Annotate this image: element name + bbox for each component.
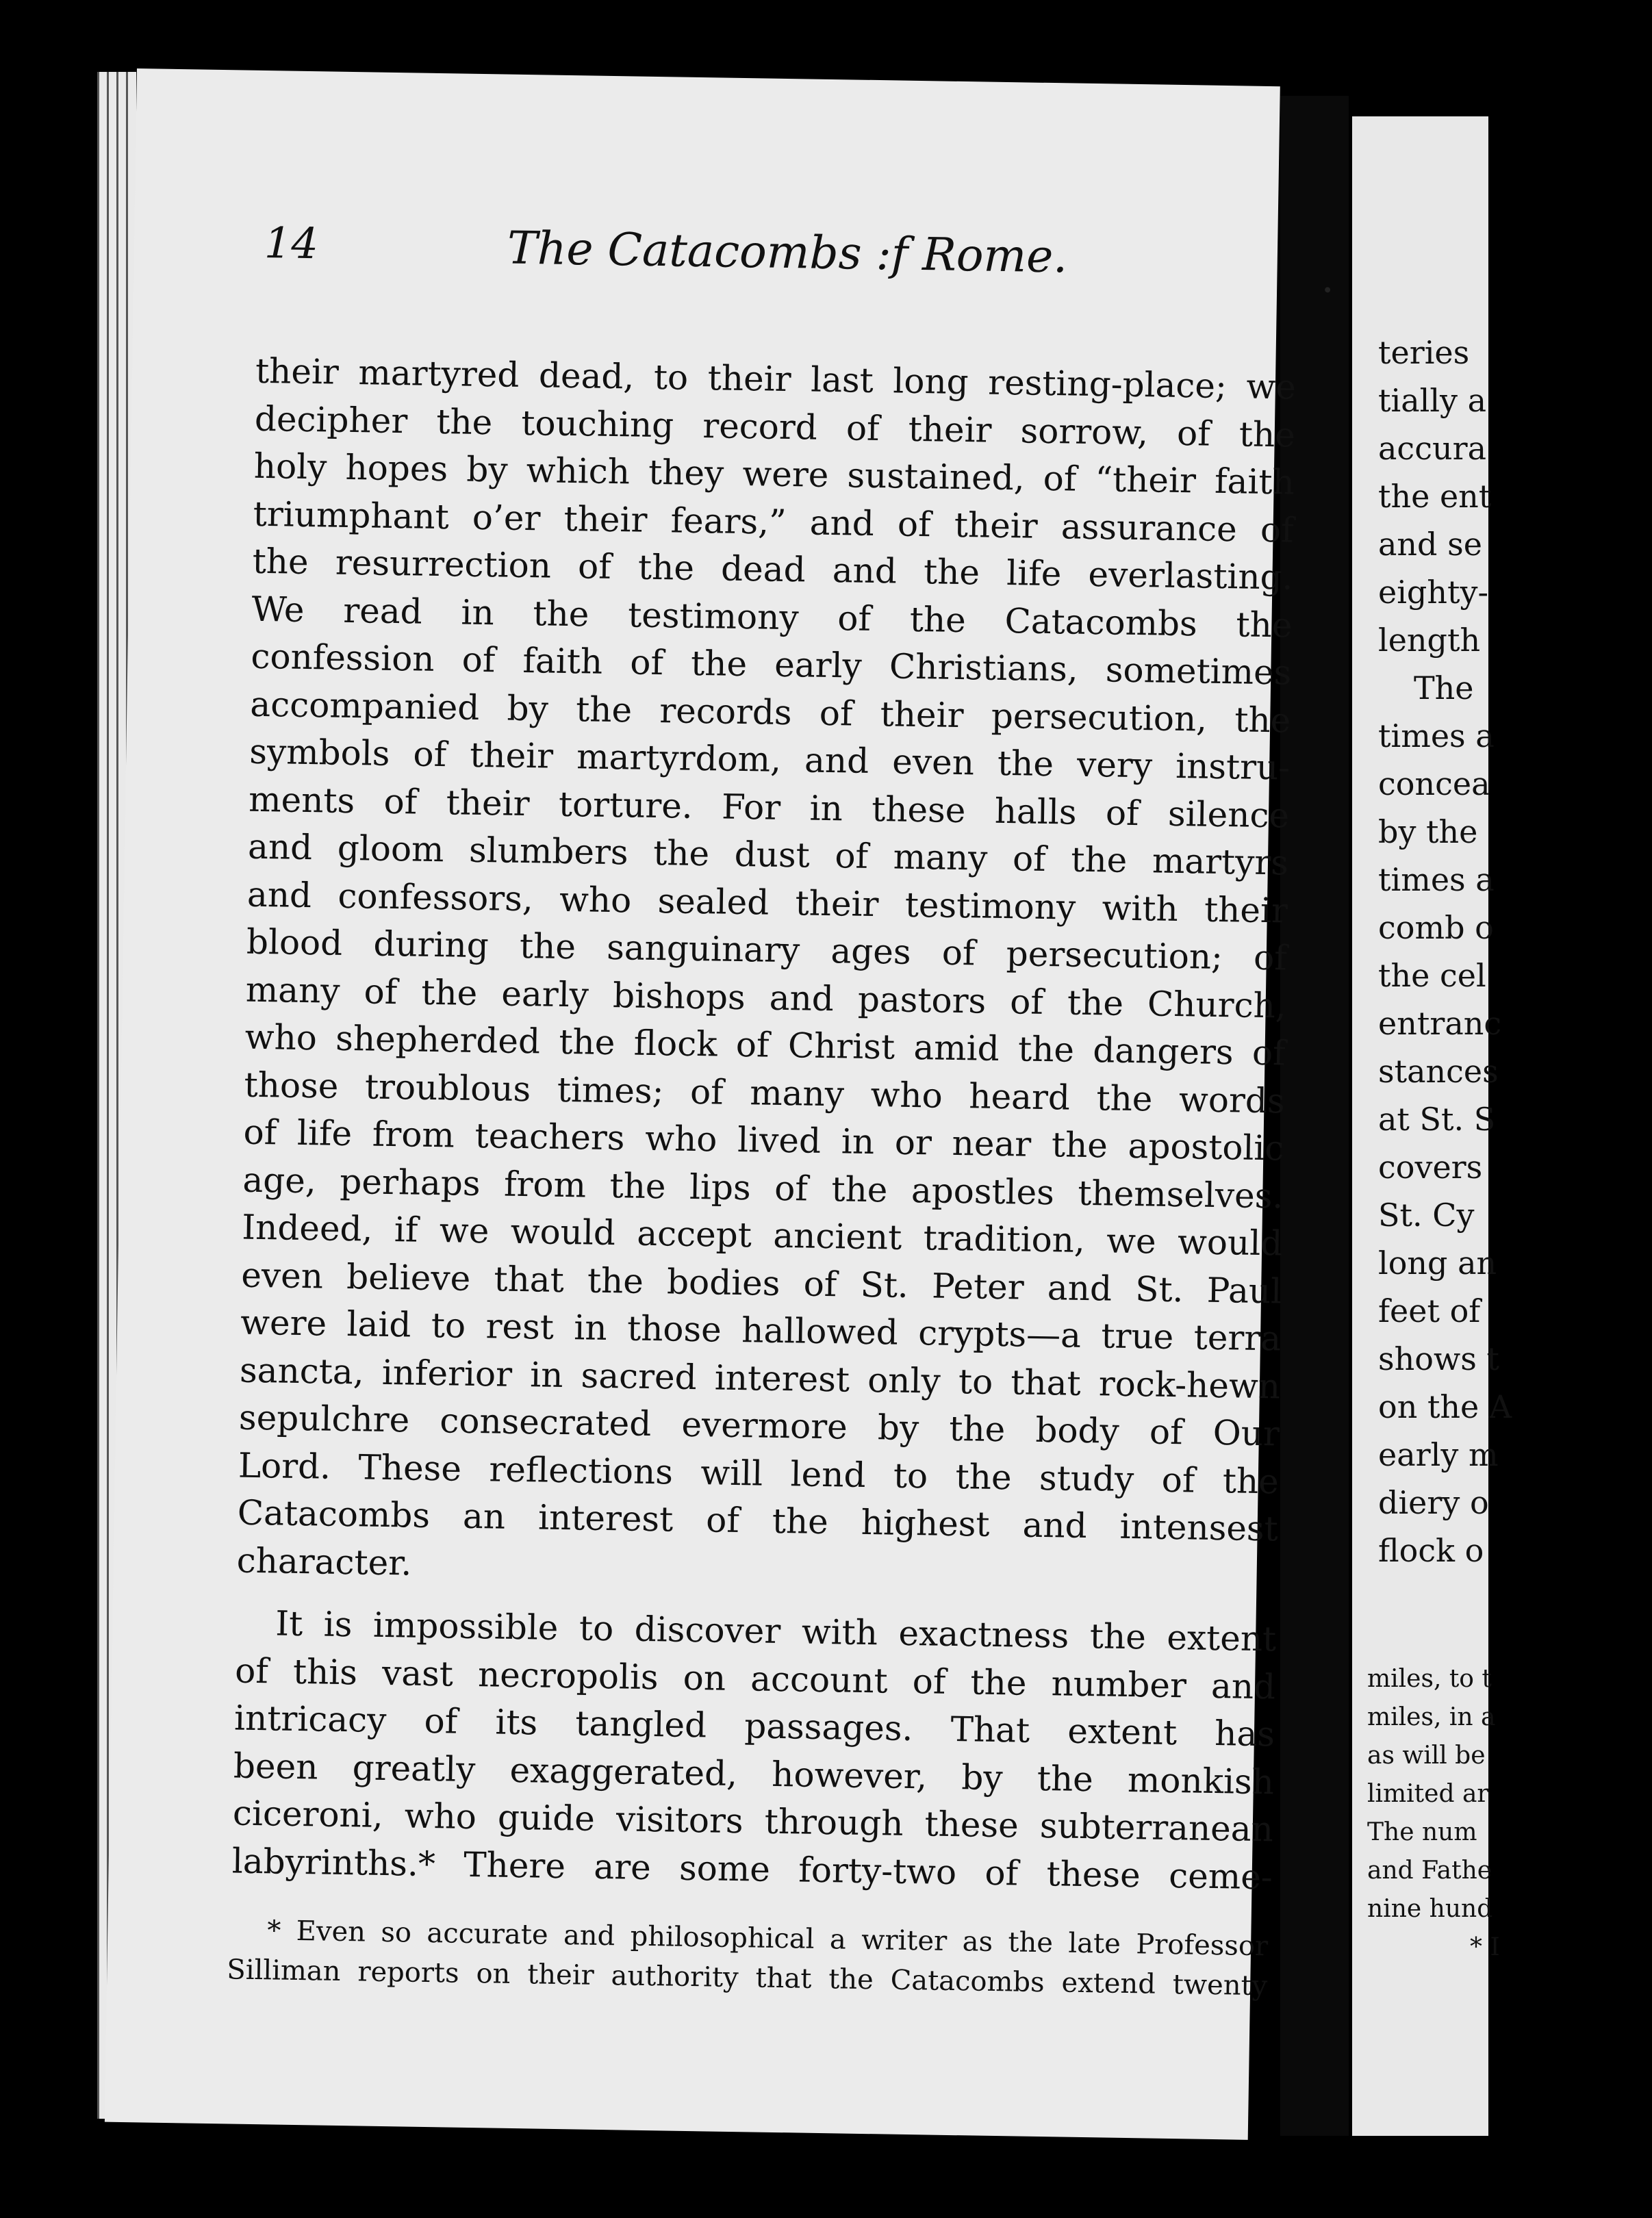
text-line: sepulchre consecrated evermore by the body of Our [238, 1397, 1280, 1454]
text-line: length [1378, 622, 1481, 659]
text-line: early m [1378, 1436, 1499, 1473]
text-line: and se [1378, 526, 1482, 563]
text-line: flock o [1378, 1532, 1484, 1569]
right-page-text [1378, 329, 1652, 1575]
footnote-line: and Fathe [1367, 1857, 1492, 1885]
text-line: Indeed, if we would accept ancient tradition, we would [241, 1207, 1283, 1264]
page-number: 14 [264, 217, 319, 269]
body-text [231, 348, 1296, 1902]
text-line: feet of [1378, 1292, 1481, 1329]
text-line: were laid to rest in those hallowed crypts—a true terra [240, 1302, 1282, 1359]
text-line: on the A [1378, 1388, 1512, 1425]
right-page [1352, 116, 1512, 2136]
text-line: It is impossible to discover with exactness the extent [275, 1603, 1277, 1659]
text-line: those troublous times; of many who heard the words [244, 1065, 1285, 1121]
text-line: and gloom slumbers the dust of many of the martyrs [247, 826, 1289, 883]
page-edge [97, 72, 107, 2119]
text-line: teries [1378, 334, 1470, 371]
footnote-line: miles, to t [1367, 1665, 1492, 1693]
text-line: accompanied by the records of their persecution, the [249, 684, 1291, 741]
text-line: concea [1378, 765, 1490, 802]
text-line: entranc [1378, 1005, 1502, 1042]
running-head: The Catacombs :f Rome. [507, 221, 1068, 283]
right-page-footnotes [1367, 1660, 1500, 1967]
text-line: been greatly exaggerated, however, by the monkish [233, 1746, 1275, 1802]
footnote-line: miles, in a [1367, 1703, 1496, 1731]
page-header [264, 218, 1155, 314]
text-line: the cel [1378, 957, 1486, 994]
text-line: who shepherded the flock of Christ amid the dangers of [244, 1017, 1286, 1073]
text-line: and confessors, who sealed their testimony with their [246, 874, 1288, 931]
text-line: triumphant o’er their fears,” and of their assurance of [253, 494, 1295, 550]
text-line: tially a [1378, 382, 1487, 419]
text-line: by the [1378, 813, 1478, 850]
text-line: accura [1378, 430, 1486, 467]
footnote-line: limited ar [1367, 1780, 1489, 1808]
text-line: Catacombs an interest of the highest and intensest [237, 1492, 1279, 1549]
text-line: symbols of their martyrdom, and even the very instru- [249, 731, 1291, 788]
text-line: holy hopes by which they were sustained, of “their faith [253, 446, 1295, 502]
text-line: ciceroni, who guide visitors through these subterranean [232, 1793, 1274, 1850]
text-line: confession of faith of the early Christians, sometimes [251, 636, 1292, 693]
text-line: comb o [1378, 909, 1494, 946]
text-line: long an [1378, 1245, 1497, 1282]
text-line: times a [1378, 861, 1495, 898]
text-line: of this vast necropolis on account of the number and [234, 1650, 1276, 1707]
text-line: diery o [1378, 1484, 1489, 1521]
text-line: at St. S [1378, 1101, 1496, 1138]
footnote-line: Silliman reports on their authority that the Catacombs extend twenty [227, 1954, 1268, 2002]
footnote [227, 1910, 1269, 2006]
text-line: covers [1378, 1149, 1483, 1186]
text-line: times a [1378, 717, 1495, 754]
text-line: the ent [1378, 478, 1492, 515]
text-line: their martyred dead, to their last long resting-place; we [255, 350, 1297, 407]
text-line: age, perhaps from the lips of the apostles themselves. [242, 1160, 1284, 1216]
text-line: shows t [1378, 1340, 1500, 1377]
text-line: sancta, inferior in sacred interest only to that rock-hewn [239, 1350, 1281, 1406]
text-line: even believe that the bodies of St. Peter and St. Paul [240, 1255, 1282, 1311]
footnote-line: * I [1470, 1933, 1500, 1961]
text-line: the resurrection of the dead and the life everlasting. [252, 541, 1293, 598]
text-line: We read in the testimony of the Catacombs the [251, 589, 1293, 646]
text-line: ments of their torture. For in these halls of silence [248, 779, 1290, 836]
text-line: many of the early bishops and pastors of the Church, [245, 969, 1287, 1026]
left-page [105, 68, 1297, 2140]
text-line: St. Cy [1378, 1197, 1475, 1234]
text-line: eighty- [1378, 574, 1489, 611]
text-line: Lord. These reflections will lend to the study of the [238, 1445, 1280, 1501]
footnote-line: as will be [1367, 1742, 1486, 1770]
speck [1325, 287, 1330, 292]
text-line: intricacy of its tangled passages. That extent has [233, 1698, 1275, 1755]
footnote-line: The num [1367, 1818, 1477, 1846]
text-line: stances [1378, 1053, 1499, 1090]
text-line: labyrinths.* There are some forty-two of these ceme- [231, 1841, 1273, 1897]
text-line: blood during the sanguinary ages of persecution; of [246, 921, 1288, 978]
text-line: of life from teachers who lived in or near the apostolic [243, 1112, 1284, 1169]
text-line: character. [236, 1540, 412, 1583]
text-line: decipher the touching record of their sorrow, of the [254, 398, 1296, 455]
footnote-line: * Even so accurate and philosophical a writer as the late Professor [266, 1915, 1269, 1963]
text-line: The [1414, 670, 1474, 706]
footnote-line: nine hund [1367, 1895, 1493, 1923]
